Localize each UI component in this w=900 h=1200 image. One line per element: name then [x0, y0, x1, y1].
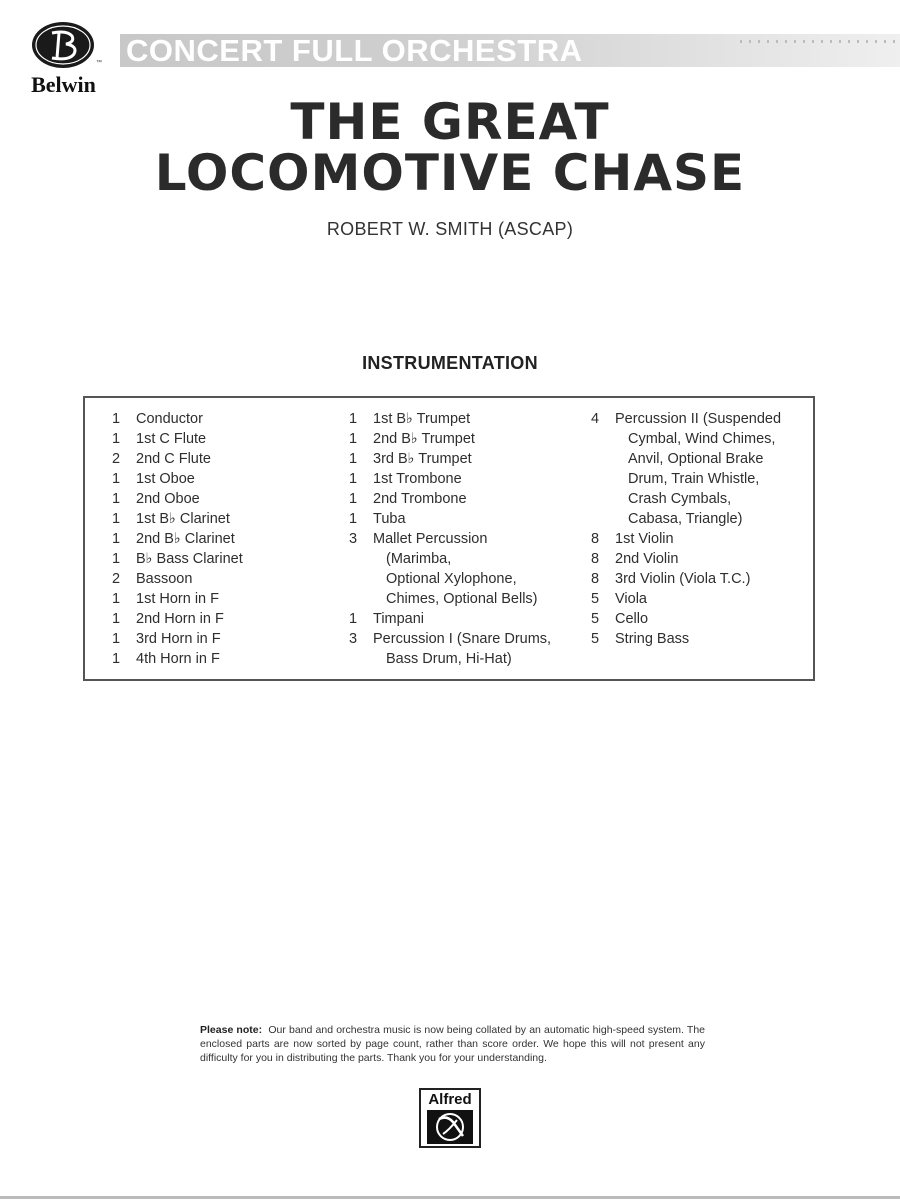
instrument-name-line: Viola — [615, 591, 647, 607]
instrument-quantity: 8 — [591, 551, 600, 567]
instrument-name — [615, 589, 817, 609]
instrument-name-continuation: Bass Drum, Hi-Hat) — [386, 651, 512, 667]
collation-note — [200, 1023, 705, 1065]
instrument-name — [136, 509, 342, 529]
instrument-name — [136, 549, 342, 569]
instrument-name-line: 2nd B♭ Trumpet — [373, 431, 475, 447]
instrument-name — [136, 589, 342, 609]
instrument-row — [112, 629, 342, 649]
instrument-row — [112, 569, 342, 589]
instrument-name — [615, 409, 817, 529]
instrument-name — [136, 609, 342, 629]
title-line-2: LOCOMOTIVE CHASE — [154, 144, 746, 202]
instrument-name-line: 1st Violin — [615, 531, 674, 547]
instrument-row — [349, 609, 579, 629]
instrument-row — [112, 549, 342, 569]
instrument-name-line: 1st Oboe — [136, 471, 195, 487]
instrument-name-continuation: Optional Xylophone, — [386, 571, 517, 587]
instrument-name — [615, 549, 817, 569]
instrument-row — [112, 429, 342, 449]
instrument-row — [349, 509, 579, 529]
instrument-name-line: Mallet Percussion — [373, 531, 488, 547]
instrumentation-box — [83, 396, 815, 681]
instrument-name-line: 1st Horn in F — [136, 591, 219, 607]
instrument-quantity: 1 — [112, 591, 121, 607]
alfred-logo-text: Alfred — [428, 1091, 472, 1108]
instrument-quantity: 5 — [591, 591, 600, 607]
instrument-name-continuation: Anvil, Optional Brake — [628, 451, 764, 467]
instrument-name-continuation: Cymbal, Wind Chimes, — [628, 431, 776, 447]
instrument-quantity: 1 — [349, 431, 358, 447]
instrument-name — [373, 509, 579, 529]
page-bottom-rule — [0, 1196, 900, 1199]
alfred-emblem-icon — [427, 1110, 473, 1144]
series-banner — [120, 34, 900, 67]
instrument-quantity: 1 — [112, 511, 121, 527]
instrument-row — [112, 529, 342, 549]
instrumentation-column-2 — [349, 409, 579, 669]
instrument-quantity: 1 — [349, 451, 358, 467]
instrument-row — [591, 589, 817, 609]
instrument-row — [349, 429, 579, 449]
page-title — [0, 93, 900, 202]
instrument-name-line: Percussion II (Suspended — [615, 411, 782, 427]
instrument-row — [591, 569, 817, 589]
instrument-name — [136, 649, 342, 669]
instrument-name — [136, 409, 342, 429]
instrument-row — [112, 409, 342, 429]
instrument-row — [349, 529, 579, 609]
instrument-quantity: 8 — [591, 571, 600, 587]
instrument-quantity: 1 — [349, 611, 358, 627]
instrument-name-line: String Bass — [615, 631, 690, 647]
instrument-quantity: 2 — [112, 571, 121, 587]
instrument-name-line: 2nd Trombone — [373, 491, 467, 507]
instrument-name-continuation: Crash Cymbals, — [628, 491, 732, 507]
note-text: Our band and orchestra music is now being collated by an automatic high-speed system. The enclosed parts are now sorted by page count, rather than score order. We hope this will not present any difficulty for you in distributing the parts. Thank you for your understanding. — [200, 1024, 706, 1064]
belwin-logo-text: Belwin — [31, 72, 96, 97]
instrument-quantity: 1 — [112, 411, 121, 427]
instrument-name — [373, 409, 579, 429]
instrument-name-line: 2nd Violin — [615, 551, 679, 567]
instrument-name — [373, 609, 579, 629]
instrument-name — [373, 429, 579, 449]
instrument-row — [349, 469, 579, 489]
instrument-name-line: 1st C Flute — [136, 431, 207, 447]
instrument-name — [136, 489, 342, 509]
instrument-name-line: 3rd Violin (Viola T.C.) — [615, 571, 751, 587]
instrument-name-continuation: Drum, Train Whistle, — [628, 471, 760, 487]
instrument-quantity: 4 — [591, 411, 600, 427]
instrument-name-line: 4th Horn in F — [136, 651, 220, 667]
instrument-quantity: 1 — [112, 491, 121, 507]
instrumentation-heading: INSTRUMENTATION — [362, 353, 538, 373]
instrument-quantity: 1 — [349, 491, 358, 507]
instrument-name-line: 3rd B♭ Trumpet — [373, 451, 472, 467]
instrument-name — [615, 529, 817, 549]
instrument-name — [136, 629, 342, 649]
instrument-quantity: 1 — [112, 551, 121, 567]
instrument-quantity: 1 — [349, 511, 358, 527]
instrument-name — [373, 449, 579, 469]
instrument-quantity: 1 — [112, 611, 121, 627]
instrument-row — [112, 489, 342, 509]
instrument-row — [591, 549, 817, 569]
instrument-name-line: Conductor — [136, 411, 203, 427]
instrument-name-line: 2nd C Flute — [136, 451, 211, 467]
instrument-name-line: Percussion I (Snare Drums, — [373, 631, 552, 647]
instrument-name-line: Timpani — [373, 611, 425, 627]
instrument-name-line: 2nd Horn in F — [136, 611, 224, 627]
instrument-name — [615, 609, 817, 629]
instrument-name-line: 1st B♭ Trumpet — [373, 411, 471, 427]
trademark-symbol: ™ — [96, 60, 102, 66]
instrument-row — [591, 409, 817, 529]
alfred-logo — [419, 1088, 481, 1148]
instrument-quantity: 1 — [349, 411, 358, 427]
instrument-quantity: 1 — [349, 471, 358, 487]
instrument-row — [591, 609, 817, 629]
instrument-name — [136, 529, 342, 549]
instrument-name — [373, 469, 579, 489]
instrument-row — [112, 449, 342, 469]
instrumentation-column-1 — [112, 409, 342, 669]
instrument-name-line: 3rd Horn in F — [136, 631, 221, 647]
belwin-logo — [6, 22, 121, 102]
instrument-name — [373, 629, 579, 669]
instrument-name — [373, 529, 579, 609]
instrument-name-continuation: (Marimba, — [386, 551, 452, 567]
instrument-name — [136, 469, 342, 489]
instrumentation-column-3 — [591, 409, 817, 649]
instrument-name-line: B♭ Bass Clarinet — [136, 551, 243, 567]
instrument-quantity: 8 — [591, 531, 600, 547]
instrument-quantity: 1 — [112, 531, 121, 547]
series-banner-text: CONCERT FULL ORCHESTRA — [126, 33, 583, 68]
instrument-row — [349, 409, 579, 429]
instrument-row — [349, 629, 579, 669]
instrument-row — [112, 469, 342, 489]
instrument-row — [112, 509, 342, 529]
instrument-row — [591, 629, 817, 649]
instrument-row — [112, 589, 342, 609]
instrument-name-line: Bassoon — [136, 571, 193, 587]
instrument-name-line: 2nd Oboe — [136, 491, 200, 507]
instrument-name — [136, 569, 342, 589]
instrument-name-line: 1st B♭ Clarinet — [136, 511, 230, 527]
instrument-row — [591, 529, 817, 549]
instrument-row — [349, 449, 579, 469]
instrument-quantity: 5 — [591, 611, 600, 627]
instrument-quantity: 1 — [112, 631, 121, 647]
title-line-1: THE GREAT — [290, 93, 610, 151]
instrument-name-line: 2nd B♭ Clarinet — [136, 531, 235, 547]
instrument-name-line: Tuba — [373, 511, 406, 527]
instrument-name — [373, 489, 579, 509]
instrument-name — [136, 449, 342, 469]
instrument-name-line: 1st Trombone — [373, 471, 462, 487]
banner-decoration — [740, 40, 900, 43]
instrument-row — [349, 489, 579, 509]
instrument-quantity: 1 — [112, 651, 121, 667]
instrument-name — [615, 569, 817, 589]
instrument-quantity: 2 — [112, 451, 121, 467]
instrument-row — [112, 649, 342, 669]
instrument-quantity: 3 — [349, 531, 358, 547]
belwin-b-emblem-icon — [32, 22, 94, 68]
instrument-quantity: 3 — [349, 631, 358, 647]
instrument-quantity: 5 — [591, 631, 600, 647]
instrument-name-continuation: Cabasa, Triangle) — [628, 511, 743, 527]
instrument-row — [112, 609, 342, 629]
instrument-quantity: 1 — [112, 471, 121, 487]
instrument-name-line: Cello — [615, 611, 649, 627]
instrument-quantity: 1 — [112, 431, 121, 447]
instrument-name — [615, 629, 817, 649]
note-label: Please note: — [200, 1024, 263, 1036]
instrument-name-continuation: Chimes, Optional Bells) — [386, 591, 538, 607]
composer-credit: ROBERT W. SMITH (ASCAP) — [326, 219, 574, 239]
instrument-name — [136, 429, 342, 449]
